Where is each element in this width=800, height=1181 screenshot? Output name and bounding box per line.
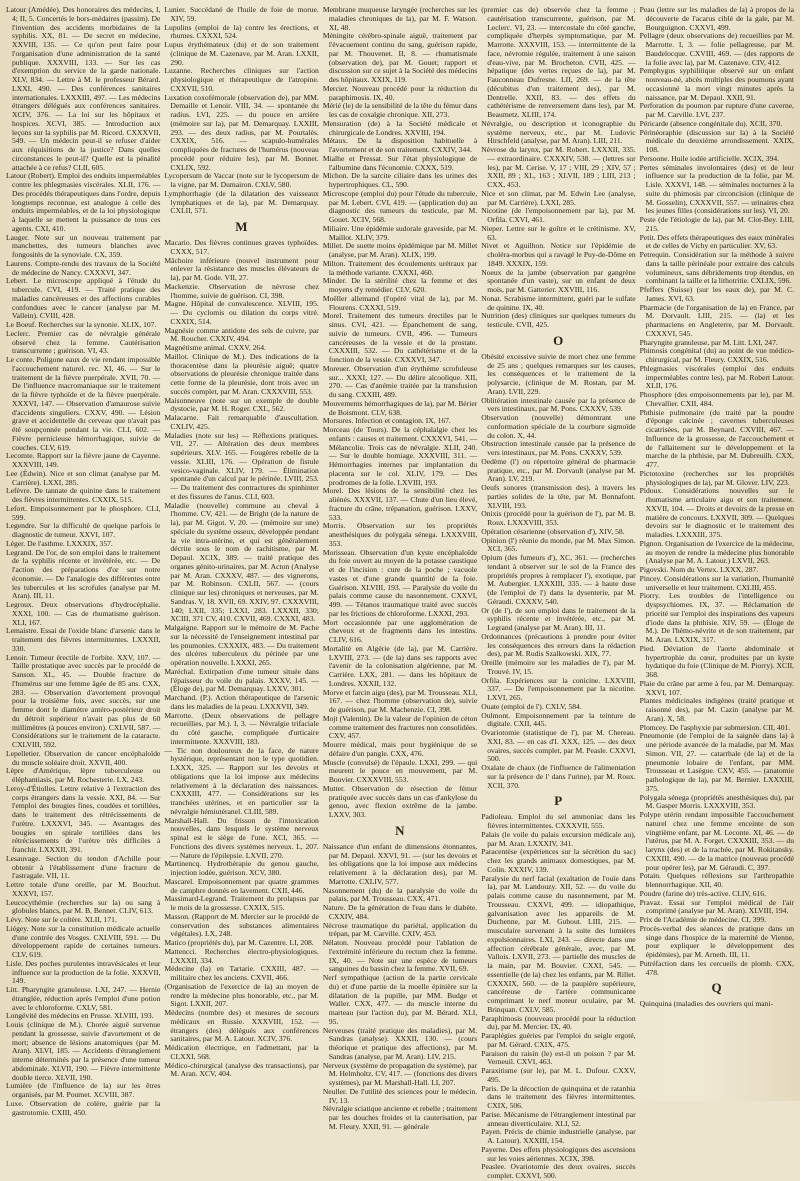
index-entry: Louis (clinique de M.). Chorée aiguë survenue pendant la grossesse, suivie d'avortement et de mort; absence de lésions anatomiques (par M. Aran). XLVI, 185. — Accidents d'étranglement interne déterminés par la présence d'une tumeur abdominale. XLVII, 190. — Fièvre intermittente double tierce. XLVII, 190. xyxy=(6,1020,161,1082)
index-entry: Pharmacie (de l'organisation de la) en France, par M. Dorvault. LIII, 215. — (la) et les pharmaciens en Angleterre, par M. Dorvault. CXXXVI, 545. xyxy=(639,302,795,338)
index-entry: Magne. Hôpital de convalescence. XLVIII, 195. — Du cyclomis ou dilation du corps vitré. CXXIX, 514. xyxy=(164,299,319,326)
index-entry: Léger. De l'asthme. LXXXIX, 357. xyxy=(6,538,113,548)
index-entry: Millet. De suette moins épidémique par M. Millet (analyse, par M. Aran). XLIX, 199. xyxy=(322,241,478,259)
index-entry: Paralysie du nerf facial (exaltation de l'ouïe dans la), par M. Landouzy. XII, 52. — du voile du palais comme cause du nasonnement, par M. Trousseau. CXXVI, 499. — idiopathique, galvanisation avec les appareils de M. Duchenne, par M. Gubout. LIII, 215. — musculaire survenant à la suite des lumières expulsionnaires. LXI, 243. — directe dans une affection cérébrale générale, avec, par M. Vallois. LXVII, 273. — partielle des muscles de la main, par M. Bouvier. CXXI, 545. — essentielle (de la) chez les enfants, par M. Rillet. CXXXIX, 560. — de la paupière supérieure, cancéreuse de l'artère communicante comprimant le nerf moteur oculaire, par M. Brinquan. CXLV, 585. xyxy=(481,873,636,1014)
index-entry: Potain. Quelques réflexions sur l'arthropathie blennorrhagique. XII, 40. xyxy=(639,871,795,889)
index-entry: Le conte. Poligone eaux de vie rendant impossible l'accouchement naturel. rec. XI, 46. — Sur le traitement de la fièvre puerpérale. XVII, 70. — De l'influence macromaniaque sur le traitement de la fièvre typhoïde et de la fièvre puerpérale. XXXVI, 147. — Observation d'amaurose suivie d'accidents singuliers. CXXV, 490. — Lésion grave et accidentelle du cerveau que n'avait pas été soupçonnée pendant la vie. CLI, 602. — Fièvre pernicieuse hémorrhagique, suivie de couches. CLV, 619. xyxy=(6,355,161,452)
section-letter-heading: Q xyxy=(711,980,723,996)
index-entry: Phimosis congénital (du) au point de vue médico-chirurgical, par M. Fleury. CXXIX, 516. xyxy=(639,346,795,364)
index-entry: Litt. Pharyngite granuleuse. LXI, 247. — Hernie étranglée, réduction après l'emploi d'une potion avec le chloroforme. CXLV, 581. xyxy=(6,985,161,1012)
index-entry: Persoone. Huile iodée artificielle. XCIX, 394. xyxy=(639,153,780,163)
index-entry: Lycopersum de Vaccar (note sur le lycopersum de la vigne, par M. Dumairon. CXLV, 580. xyxy=(164,171,319,189)
index-entry: Mattencci. Recherches électro-physiologiques. LXXXII, 334. xyxy=(164,946,319,965)
index-entry: Opium (des fumeurs d'), XC, 361. — (recherches tendant à observer sur le sol de la France des propriétés propres à remplacer l'), exotique, par M. Aubergier. LXXXIII, 335. — à haute dose (de l'emploi de l') dans la dysenterie, par M. Géraudi. CXXXV, 540. xyxy=(481,553,636,606)
section-letter-heading: M xyxy=(235,219,248,234)
index-entry: Pemphygus syphilitique observé sur un enfant nouveau-né, abcès multiples des poumons ayant occasionné la mort vingt minutes après la naissance, par M. Depaul. XXII, 91. xyxy=(639,66,795,102)
section-letter-heading: O xyxy=(553,332,564,348)
index-entry: Lemaistre. Essai de l'oxide blanc d'arsenic dans le traitement des fièvres intermittentes. LXXXII, 330. xyxy=(6,626,161,653)
column-3 xyxy=(322,5,478,1131)
index-entry: Mojt (Valentin). De la valeur de l'opinion de céton comme traitement des fractures non consolidées. CXV, 457. xyxy=(322,713,478,741)
index-entry: Paris. De la décoction de quinquina et de ratanhia dans le traitement des fièvres intermittentes. CXIX, 506. xyxy=(481,1083,636,1110)
column-2 xyxy=(164,6,318,1101)
index-entry: Médecine (la) en Tartarie. CXXIII, 487. — militaire chez les anciens. CXVII, 466. xyxy=(164,964,319,982)
index-entry: Névralgie, ou description et iconographie du système nerveux, etc., par M. Ludovic Hirschfeld (analyse, par M. Aran). LIII, 211. xyxy=(481,118,636,146)
index-entry: Plantes médicinales indigènes (traité pratique et raisonné des), par M. Cazin (analyse par M. Aran). X, 58. xyxy=(639,696,795,723)
index-entry: Marchand. (P.). Action thérapeutique de l'arsenic dans les maladies de la peau. LXXXVII, 349. xyxy=(164,693,319,711)
index-entry: Oeufs sonores (transmission des), à travers les parties solides de la tête, par M. Bonnafont. XLVIII, 193. xyxy=(481,483,636,510)
index-entry: Luxe. Observation de colère, guérie par la gastrotomie. CXIII, 450. xyxy=(6,1098,161,1117)
index-entry: Latour (Amédée). Des honoraires des médecins, I, 4; II, 5. Concertés le hors-médaires (passim). De l'invention des accidents morbidaires de la syphilis. XX, 81. — De secret en médecine, XXVIII, 135. — Ce qu'on peut faire pour l'organisation d'une administration de la santé publique. XXXVIII, 133. — Sur les cas d'exemption du service de la garde nationale. XLV, 834. — Lettre à M. le professeur Bérard. LXXI, 490. — Des conférences sanitaires internationales. LXXXIII, 497. — Les médecins étrangers délégués aux conférences sanitaires. XCIV, 376. — La loi sur les hôpitaux et hospices. XCVI, 385. — Introduction aux leçons sur la syphilis par M. Ricord. CXXXVII, 549. — Un médecin peut-il se refuser d'aider aux réquisitions de la justice? Dans quelles circonstances le peut-il? Quelle est la pénalité attachée à ce refus? CLII, 605. xyxy=(6,5,161,172)
index-entry: Lisle. Des poches purulentes intravésicales et leur influence sur la production de la folie. XXXVII, 149. xyxy=(6,958,161,986)
index-entry: Poudre (farine de) très-active. CLIV, 616. xyxy=(639,888,767,898)
index-entry: Nerveuses (traité pratique des maladies), par M. Sandras (analyse). XXXII, 130. — (cours théorique et pratique des affections), par M. Sandras (analyse, par M. Aran). LIV, 215. xyxy=(322,1025,478,1061)
index-entry: Luxation coxofémorale (observation de), par MM. Demaille et Lenoir. VIII, 34. — spontanée du radius. LVI, 225. — du pouce en arrière (mémoire sur la), par M. Demarquay. LXXIII, 293. — des deux radius, par M. Pourtalès. CXXIX, 516. — scapulo-humérales compliquées de fractures de l'humérus (nouveau procédé pour réduire les), par M. Bonnet. CXLIX, 592. xyxy=(164,92,319,172)
section-letter-heading: P xyxy=(554,793,563,809)
index-entry: Métaux. De la disposition habituelle à l'avortement et de son traitement. CXXIV, 344. xyxy=(322,136,478,154)
index-entry: Leucocythémie (recherches sur la) ou sang à globules blancs, par M. B. Bennet. CLIV, 613. xyxy=(6,897,161,916)
index-entry: Pfeffers (Suisse) (sur les eaux de), par M. C. James. XVI, 63. xyxy=(639,285,795,303)
index-entry: Magnésie comme antidote des sels de cuivre, par M. Roucher. CXXIV, 494. xyxy=(164,325,319,344)
index-entry: Legroux. Deux observations d'hydrocéphalie. XXXI, 100. — Cas de rhumatisme guérison. XLI, 167. xyxy=(6,600,161,627)
index-entry: Lévy. Note sur le coltère. XLII, 171. xyxy=(6,915,117,924)
index-entry: Lepelletier. Observation de cancer encéphaloïde du muscle soléaire droit. XXVII, 400. xyxy=(6,748,161,767)
index-entry: Polype utérin rendant impossible l'accouchement naturel chez une femme enceinte de son vingtième enfant, par M. Leconte. XI, 46. — de l'utérus, par M. A. Forget. CXXXIII, 353. — du larynx (des) et de la trachée, par M. Rokitansky. CXXIII, 490. — de la matrice (nouveau procédé pour opérer les), par M. Géraudi. C, 397. xyxy=(639,810,795,872)
index-entry: Nerveux (système de propagation du système), par M. Helmholtz. CV, 417. — (fonctions des divers systèmes), par M. Marshall-Hall. LI, 207. xyxy=(322,1060,478,1087)
index-entry: Piorry. Les troubles de l'intelligence ou dyspsychiomes. IX, 37. — Réclamation de priorité sur l'emploi des inspirations des vapeurs d'iode dans la phthisie. XIV, 59. — (Éloge de M.). De l'hémo-névrite et de son traitement, par M. Aran. LXXIX, 317. xyxy=(639,591,795,644)
index-entry: Mérié (le) de la sensibilité de la tête du fémur dans les cas de coxalgie chronique. XII, 273. xyxy=(322,101,478,119)
index-entry: Ordonnances (précautions à prendre pour éviter les conséquences des erreurs dans la rédaction des), par M. Rudis Szalkowski. XIX, 77. xyxy=(481,631,636,659)
index-entry: Onixis (procédé pour la guérison de l'), par M. B. Roux. LXXXVIII, 353. xyxy=(481,509,636,527)
section-letter-heading: N xyxy=(395,822,405,838)
index-entry: Nicotine (de l'empoisonnement par la), par M. Orfila. CXVI, 461. xyxy=(481,206,636,224)
index-entry: Malgaigne. Rapport sur le mémoire de M. Pache sur la nécessité de l'enseignement intestinal par les pnumonies. CXXXIX, 483. — Du traitement des ulcères tuberculeux du périnée par une opération nouvelle. LXXXI, 265. xyxy=(164,623,319,667)
index-entry: Pneumonie (de l'emploi de la saignée dans la) à une période avancée de la maladie, par M. Max Simon. VII, 27. — catarrhale (de la) et de la pneumonie lobaire de l'enfant, par MM. Trousseau et Lasègue. CXV, 455. — (anatomie pathologique de la), par M. Bernier. LXXXIII, 375. xyxy=(639,731,795,793)
index-entry: Laurens. Compte-rendu des travaux de la Société de médecine de Nancy. CXXXVI, 347. xyxy=(6,258,161,277)
index-entry: Petrequin. Considération sur la méthode à suivre dans la taille périnéale pour extraire des calculs volumineux, sans débridements trop étendus, en combinant la taille et la lithotritie. CXLIX, 596. xyxy=(639,250,795,286)
index-entry: Morve et farcin aigu (des), par M. Trousseau. XLI, 167. — chez l'homme (observation de), suivie de guérison, par M. Machenzie. CI, 398. xyxy=(322,687,478,714)
index-entry: Muscle (convulsé) de l'épaule. LXXI, 299. — qui meurent le pouce en mouvement, par M. Bouvier. CXXXVIII, 553. xyxy=(322,757,478,784)
index-entry: Minder. De la stérilité chez la femme et des moyens d'y remédier. CLV, 620. xyxy=(322,276,478,294)
index-entry: Legrand. De l'or, de son emploi dans le traitement de la syphilis récente et invétérée, etc. — De l'action des préparations d'or sur notre économie. — De l'analogie des différentes entre les tubercules et les scrofules (analyse par M. Aran). III, 11. xyxy=(6,547,161,601)
index-entry: Morel. Traitement des tumeurs érectiles par le sinus. CVI, 421. — Épanchement de sang, suivie de tumeurs. CVII, 496. — Tumeurs cancéreuses de la vessie et de la prostate. CXXXIII, 532. — Du cathétérisme et de la fonction de la vessie. CXXXVI, 347. xyxy=(322,311,478,364)
index-entry: Parise. Mécanisme de l'étranglement intestinal par anneau diverticulaire. XLI, 52. xyxy=(481,1109,636,1128)
index-entry: Mascarel. Empoisonnement par quatre grammes de camphre donnés en lavement. CXII, 446. xyxy=(164,876,319,895)
index-entry: Pictotoxine (recherches sur les propriétés physiologiques de la), par M. Glover. LIV, 223. xyxy=(639,468,795,487)
index-entry: Nature. De la génération de l'eau dans le diabète. CXXIV, 484. xyxy=(322,903,478,921)
index-entry: Naissance d'un enfant de dimensions étonnantes, par M. Depaul. XXVI, 91. — (sur les devoirs et les obligations que la loi impose aux médecins relativement à la déclaration des), par M. Marrotte. CXLIV, 577. xyxy=(322,841,478,886)
index-entry: Microscope (emploi du) pour l'étude du tubercule, par M. Lebert. CVI, 419. — (application du) au diagnostic des tumeurs du testicule, par M. Gouet. XCIV, 568. xyxy=(322,188,478,224)
index-entry: Mort occasionnée par une agglomération de cheveux et de fragments dans les intestins. CLIV, 616. xyxy=(322,617,478,644)
index-entry: Liégey. Note sur la constitution médicale actuelle d'une contrée des Vosges. CXLVIII, 591. — Du développement rapide de certaines tumeurs. CLV, 619. xyxy=(6,923,161,959)
index-entry: Lenoir. Tumeur érectile de l'orbite. XXV, 107. — Taille prostatique avec succès par le procédé de Sanson. XL, 45. — Double fracture de l'humérus sur une femme âgée de 85 ans. CXX, 283. — Observation d'avortement provoqué pour la troisième fois, avec succès, sur une femme dont le diamètre antéro-postérieur droit du détroit supérieur n'avait pas plus de 60 millimètres (à pouces environ). CXLVII, 587. — Considérations sur le traitement de la cataracte. CXLVIII, 592. xyxy=(6,652,161,749)
index-entry: Lettre totale d'une oreille, par M. Bouchut. XXXVI, 157. xyxy=(6,880,161,898)
index-entry: Mackenzie. Observation de névrose chez l'homme, suivie de guérison. CI, 398. xyxy=(164,281,319,300)
index-entry: Observation (nouvelle) démontrant une conformation spéciale de la courbure sigmoïde du colon. X, 44. xyxy=(481,413,636,440)
index-entry: Michon. De la sarcite ciliaire dans les urines des hypertrophiques. CL, 590. xyxy=(322,171,478,189)
index-entry: Nonat. Scrabisme intermittent, guéri par le sulfate de quinine. IX, 40. xyxy=(481,293,636,312)
index-entry: Peaslee. Ovariotomie des deux ovaires, succès complet. CXXVI, 500. xyxy=(481,1162,636,1180)
index-entry: Martinencq. Hydrothérapie du genou gauche, injection iodée, guérison. XCV, 380. xyxy=(164,859,319,877)
index-entry: Le Boeuf. Recherches sur la synonie. XLIX, 107. xyxy=(6,320,157,329)
index-entry: Peste (de l'étiologie de la), par M. Clot-Bey. LIII, 215. xyxy=(639,215,795,233)
index-entry: Perforation du poumon par rupture d'une caverne, par M. Carville. LVI, 237. xyxy=(639,101,795,119)
index-entry: Peau (lettre sur les maladies de la) à propos de la découverte de l'acarus ciblé de la gale, par M. Bourguignon. CXXVI, 499. xyxy=(639,5,795,32)
column-5 xyxy=(640,6,794,1101)
index-entry: Maladie (nouvelle) commune au cheval à l'homme. CV, 421. — de Bright (de la nature de la), par M. Gigot. V, 20. — (mémoire sur une) spéciale du système osseux, développée pendant la vie intra-utérine, et qui est généralement décrite sous le nom de rachitisme, par M. Depaul. XCIX, 389. — traité pratique des organes génito-urinaires, par M. Acton (Analyse par M. Aran. CXXXV, 487. — des vignerons, par M. Robinson. CXLII, 567. — (cours clinique sur les) chroniques et nerveuses, par M. Sandras. V, 18. XVII, 69. XXIV, 97. CXXXVIII, 140; LXII, 335; LXXI, 283. LXXXII, 330; XCIII, 371 CV, 410. CXVII, 469. CXXXI, 483. xyxy=(164,500,319,624)
index-entry: Legendre. Sur la difficulté de quelque parfois le diagnostic de tumeur. XXVI, 107. xyxy=(6,521,161,539)
index-entry: Petit. Des effets thérapeutiques des eaux minérales et de celles de Vichy en particulier. XV, 63. xyxy=(639,232,795,251)
index-entry: Paraison du raisin (le) est-il un poison ? par M. Verneuil. CXVI, 463. xyxy=(481,1048,636,1067)
index-entry: Mensuration (de) à la Société médicale et chirurgicale de Londres. XXVIII, 194. xyxy=(322,118,478,137)
index-entry: Quinquina (maladies des ouvriers qui mani- xyxy=(639,999,774,1009)
index-entry: Procès-verbal des séances de pratique dans un singe dans l'hospice de la maternité de Vienne, pour expliquer le développement des épidémies), par M. Arneth. III, 11. xyxy=(639,923,795,959)
index-entry: Nerf sympathique (action de la partie cervicale du) et d'une partie de la moelle épinière sur la dilatation de la pupille, par MM. Budge et Waller. CXX, 477. — du muscle interne du marteau (sur l'action du), par M. Bérard. XLI, 95. xyxy=(322,973,478,1026)
index-entry: Morceau (de Tours). De la céphalalgie chez les enfants : causes et traitement. CXXXVI, 541. — Mélancolie. Trois cas de névralgie. XLII, 240. — Sur le double bomiage. XXXVIII, 311. — Hémorrhagies internes par implantation du placenta sur le col. XLIV, 179. — Des prodromes de la folie. LXVIII, 193. xyxy=(322,425,478,487)
index-entry: Lunier. Succédané de l'huile de foie de morue. XIV, 59. xyxy=(164,5,319,23)
index-entry: Périnéoraphie (discussion sur la) à la Société médicale du deuxième arrondissement. XXIX, 108. xyxy=(639,127,795,154)
index-entry: Oulmont. Empoisonnement par la teinture de digitale. CXII, 445. xyxy=(481,710,636,729)
index-entry: Mâchoire inférieure (nouvel instrument pour enlever la résistance des muscles élévateurs de la), par M. Gode. VII, 27. xyxy=(164,255,319,282)
index-entry: Neuller. De l'utilité des sciences pour le médecin. IV, 13. xyxy=(322,1086,478,1105)
index-entry: Névrose du larynx, par M. Robert. LXXXII, 335. — extraordinaire. CXXXIV, 538. — (lettres sur les), par M. Cerise. V, 17 ; VIII, 29 ; XIV, 57 ; XXII, 89 ; XL, 163 ; XLVII, 189 ; LIII, 213 ; CXX, 453. xyxy=(481,145,636,189)
index-entry: Plomcey. De l'asphyxie par submersion. CII, 401. xyxy=(639,722,791,732)
index-entry: Oedème (l') ou répertoire général de pharmacie pratique, etc., par M. Dorvault (analyse par M. Aran). LV, 219. xyxy=(481,456,636,484)
index-entry: Lupulins (emploi de la) contre les érections, et rhumes. CXXXI, 524. xyxy=(164,22,319,41)
index-entry: Mourre médical, mais pour hygiénique de se défaire d'un pangle. CXX, 476. xyxy=(322,740,478,758)
index-entry: Lupus érythémateux (du) et de son traitement (clinique de M. Cazenave, par M. Aran. LXXII, 290. xyxy=(164,40,319,67)
index-entry: Marshall-Hall. Du frisson de l'intoxication nouvelles, dans lesquels le système nerveux spinal est le siège de l'une. XCI, 365. — Fonctions des divers systèmes nerveux. L, 207. — Nature de l'épilepsie. LXVII, 270. xyxy=(164,815,319,860)
index-entry: Opération césarienne (observation d'), XIV, 58. xyxy=(481,526,625,536)
index-entry: Paraphimosis (nouveau procédé pour la réduction du), par M. Mercier. IX, 40. xyxy=(481,1013,636,1032)
index-entry: Phlegmasies viscérales (emploi des enduits imperméables contre les), par M. Robert Latour. XLII, 176. xyxy=(639,363,795,391)
index-entry: Longévité des médecins en Prusse. XLVIII, 193. xyxy=(6,1011,154,1021)
index-entry: Méningite cérébro-spinale aiguë, traitement par l'évacuement continu du sang, guérison rapide, par M. Thouvenet. II, 8. — rhumatismale (observation de), par M. Gouet; rapport et discussion sur ce sujet à la Société des médecins des hôpitaux. XXIX, 119. xyxy=(322,31,478,84)
index-entry: Nasonnement (du) de la paralysie du voile du palais, par M. Trousseau. CXX, 471. xyxy=(322,885,478,904)
index-entry: Morisseau. Observation d'un kyste encéphaloïde du foie ouvert au moyen de la potasse caustique et de l'incision : cure de la poche ; vacuole vastes et d'une grande quantité de la foie. Guérison. XLVIII, 193. — Paralysie du voile du palais comme cause du nasonnement. CXXVI, 499. — Tétanos traumatique traité avec succès par les frictions de chloroforme. LXXXI, 293. xyxy=(322,547,478,618)
index-entry: Oblitération intestinale causée par la présence de vers intestinaux, par M. Pons. CXXXV, 539. xyxy=(481,395,636,414)
index-entry: Mercier. Nouveau procédé pour la réduction du paraphimosis. IX, 40. xyxy=(322,83,478,102)
index-entry: Ouate (emploi de l'). CXLV, 584. xyxy=(481,701,582,711)
index-entry: Phthisie pulmonaire (du traité par la poudre d'éponge calcinée ; cavernes tuberculeuses cicatrisées, par M. Beynard. CXVIII, 467. — Influence de la grossesse, de l'accouchement et de l'allaitement sur le développement et la marche de la phthisie, par M. Dubreuilh. CXX, 477. xyxy=(639,407,795,469)
index-entry: Morsures. Infection et contagion. IX, 167. xyxy=(322,416,451,426)
index-entry: Pied. Déviation de l'aorte abdominale et hypertrophie du cœur, produites par un kyste hydatique du foie (Clinique de M. Piorry). XCII, 368. xyxy=(639,643,795,679)
index-entry: Payerne. Des effets physiologiques des ascensions sur les voies aériennes. XCIX, 398. xyxy=(481,1144,636,1163)
index-entry: Latour (Robert). Emploi des enduits imperméables contre les phlegmasies viscérales. XLII, 176. — Des procédés thérapeutiques dans l'ordre, depuis longtemps reconnue, est analogue à celle des enduits imperméables, et de la loi physiologique à laquelle se mettent la puissance de tous ces agents. CXI, 410. xyxy=(6,171,161,233)
index-entry: Leclerc. Premier cas de névralgie générale observé chez la femme. Cautérisation transcurrente ; guérison. VI, 43. xyxy=(6,328,161,356)
index-entry: Paraxitisme (sur le), par M. L. Dufour. CXXV, 495. xyxy=(481,1066,636,1084)
index-entry: Nécrose traumatique du pariétal, application du trépan, par M. Carville. CXIV, 453. xyxy=(322,920,478,939)
index-entry: Milton. Traitement des écoulements urétraux par la méthode variante. CXXXI, 460. xyxy=(322,258,478,277)
index-entry: Lèpre d'Amérique, lèpre tuberculeuse ou éléphantiasis, par M. Rochesterie. LX, 243. xyxy=(6,766,161,784)
index-entry: Pellagre (deux observations de) recueillies par M. Marrotte. I, 3. — folie pellagreuse, par M. Baudelocque. CXVIII, 469. — (des rapports de la folie avec la), par M. Cazenave. CIV, 412. xyxy=(639,31,795,67)
index-entry: Or (de l'), de son emploi dans le traitement de la syphilis récente et invétérée, etc., par M. Legrand (analyse par M. Aran). III, 11. xyxy=(481,605,636,632)
index-entry: Maisonneuve (note sur un exemple de double dystocie, par M. H. Roger. CXL, 562. xyxy=(164,395,319,414)
column-1 xyxy=(6,5,161,1117)
index-entry: Morel. Des lésions de la sensibilité chez les aliénés. XXXVII, 137. — Chute d'un lieu élevé, fracture du crâne, trépanation, guérison. LXXV, 533. xyxy=(322,486,478,522)
index-entry: Médecins (nombre des) et mesures de secours médicaux en Russie. XXXVIII, 152. — étrangers (des) délégués aux conférences sanitaires, par M. A. Latour. XCIV, 376. xyxy=(164,1008,319,1044)
index-entry: Paracentèse (expériences sur la sécrétion du sac) chez les grands animaux domestiques, par M. Colin. XXXIV, 139. xyxy=(481,847,636,874)
index-entry: Lebert. Le microscope appliqué à l'étude du tubercule. CVI, 419. — Traité pratique des maladies cancéreuses et des affections curables confondues avec le cancer (analyse par M. Vallein). CVIII, 428. xyxy=(6,276,161,321)
index-entry: Pravaz. Essai sur l'emploi médical de l'air comprimé (analyse par M. Aran). XLVIII, 194. xyxy=(639,897,795,916)
index-entry: Phosphore (des empoisonnements par le), par M. Chevallier. CXII, 484. xyxy=(639,390,795,408)
index-entry: Moëller allemand (l'opéré vital de la), par M. Flourens. CXXXI, 519. xyxy=(322,293,478,312)
index-entry: — Tic non douloureux de la face, de nature hystérique, représentant non le type quotidien. LXXX, 325. — Rapport sur les devoirs et obligations que la loi impose aux médecins relativement à la déclaration des naissances. CXXXIII, 477. — Considérations sur les tranchées utérines, et en particulier sur la névralgie hémiutéranel. CLIII, 589. xyxy=(164,745,319,816)
index-entry: Médico-chirurgical (analyse des transactions), par M. Aran. XCV, 404. xyxy=(164,1060,319,1079)
index-entry: Péricarde (absence congénitale du). XCII, 370. xyxy=(639,118,783,128)
index-entry: Nélaton. Nouveau procédé pour l'ablation de l'extrémité inférieure du rectum chez la femme. IX, 40. — Note sur une espèce de tumeurs sanguines du bassin chez la femme. XVII, 69. xyxy=(322,938,478,974)
index-entry: Moreuer. Observation d'un érythème scrofuleuse sur... XXXI, 127. — Du délire alcoolique. XII, 270. — Cas d'anémie traitée par la transfusion du sang. CXXIII, 489. xyxy=(322,363,478,399)
index-entry: Nieper. Lettre sur le goître et le crétinisme. XV, 63. xyxy=(481,223,636,242)
index-entry: Lymphorrhagie (de la dilatation des vaisseaux lymphatiques et de la), par M. Demarquay. CXLII, 571. xyxy=(164,188,319,216)
index-entry: Lee (Édwin). Nice et son climat (analyse par M. Carrière). LXXI, 285. xyxy=(6,468,161,487)
index-entry: Pidoux. Considérations nouvelles sur le rhumatisme articulaire aigu et son traitement. XXVII, 104. — Droits et devoirs de la presse en matière de concours. LXXVII, 309. — Quelques devoirs sur le diagnostic et le traitement des maladies. LXXXIII, 375. xyxy=(639,486,795,539)
index-entry: Membrane muqueuse laryngée (recherches sur les maladies chroniques de la), par M. F. Watson. XI, 48. xyxy=(322,5,478,32)
index-entry: Pignon. Organisation de l'exercice de la médecine, au moyen de rendre la médecine plus honorable (Analyse par M. A. Latour.) LXVII, 263. xyxy=(639,538,795,566)
index-entry: Névralgie sciatique ancienne et rebelle ; traitement par les douches froides et la cauterisation, par M. Fleury. XXII, 91. — générale xyxy=(322,1104,478,1131)
index-columns xyxy=(6,5,795,1180)
index-entry: Médication électrique, en l'admettant, par la CLXXI, 568. xyxy=(164,1043,319,1061)
index-entry: Lefort. Empoisonnement par le phosphore. CLI, 599. xyxy=(6,503,161,522)
index-entry: (premier cas de) observée chez la femme ; cautérisation transcurrente, guérison, par M. Leclerc. VI, 23. — intercostale du côté gauche, compliquée d'herpès symptomatique, par M. Marrotte. XXXVIII, 153. — intermittente de la face, névromie régulée, traitement à une saison d'eau-vive, par M. Brocheton. CVII, 425. — hépatique (des vertes reçues de la), par M. Fauconneau Dufresne. LII, 269. — de la tête (décubitus d'un traitement des), par M. Dentrelle. XXII, 83. — des effets du cathétérisme de renversement dans les), par M. Beaumetz. XLIII, 174. xyxy=(481,5,636,119)
index-entry: Palais (le voile du palais excursion médicale au), par M. Aran. LXXXIV, 341. xyxy=(481,829,636,848)
index-entry: Nutrition (des) cliniques sur quelques tumeurs du testicule. CVII, 425. xyxy=(481,311,636,329)
index-entry: Matico (propriétés du), par M. Cazentre. LI, 208. xyxy=(164,938,314,947)
index-entry: Massimard-Legrand. Traitement du prolapsus par le mois de la grossesse. CXXIX, 515. xyxy=(164,894,319,912)
index-entry: Orfila. Expériences sur la conicine. LXXVIII, 337. — De l'empoisonnement par la nicotine. LXVI, 265. xyxy=(481,675,636,702)
index-entry: Lesauvage. Section du tendon d'Achille pour obtenir à l'établissement d'une fracture de l'astragale. VII, 11. xyxy=(6,853,161,881)
index-entry: Obstruction intestinale causée par la présence de vers intestinaux, par M. Pons. CXXXV, 539. xyxy=(481,439,636,457)
index-entry: (Organisation de l'exercice de la) au moyen de rendre la médecine plus honorable, etc., par M. Sigot. LXXII, 207. xyxy=(164,981,319,1009)
index-entry: Maréchal. Extirpation d'une tumeur située dans l'épaisseur du voile du palais. XXXV, 145. — (Éloge de), par M. Demarquay. LXXV, 301. xyxy=(164,666,319,694)
index-entry: Putréfaction dans les cercueils de plomb. CXX, 478. xyxy=(639,958,795,977)
index-entry: Mortalité en Algérie (de la), par M. Carrière. LXVIII, 273. — (de la) dans ses rapports avec l'avenir de la colonisation algérienne, par M. Carrière. LXX, 281. — dans les hôpitaux de Londres. XXXII, 132. xyxy=(322,643,478,688)
index-entry: Obésité excessive suivie de mort chez une femme de 25 ans ; quelques remarques sur les causes, les conséquences et le traitement de la polysarcie, (clinique de M. Rostan, par M. Aran). LVII, 229. xyxy=(481,351,636,396)
index-entry: Lefèvre. De tannate de quinine dans le traitement des fièvres intermittentes. CXXIX, 515. xyxy=(6,486,161,504)
index-entry: Prix de l'Académie de médecine. CI, 399. xyxy=(639,915,767,924)
index-entry: Pigovski. Nom du Vertex. LXXX, 287. xyxy=(639,565,759,574)
index-entry: Payen. Précis de chimie industrielle (analyse, par A. Latour). XXXIII, 154. xyxy=(481,1127,636,1145)
index-entry: Maladies (note sur les) — Réflexions pratiques. VII, 27. — Altération des deux membres supérieurs. XLV. 165. — Fougères rebelle de la vessie. XLIII, 176. — Opération de fistule vesico-vaginale. XLIV, 179. — Élimination spontanée d'un calcul par le périnée. LVIII, 253. — Du traitement des contractures du spinhinter et des fissures de l'anus. CLI, 603. xyxy=(164,430,319,501)
index-entry: Morris. Observation sur les propriétés anesthésiques du polygala sénega. LXXXVIII, 353. xyxy=(322,521,478,548)
index-entry: Mutter. Observation de résection de fémur pratiquée avec succès dans un cas d'ankylose du genou, avec flexion extrême de la jambe. LXXV, 303. xyxy=(322,783,478,819)
index-entry: Leroy-d'Étiolles. Lettre relative à l'extraction des corps étrangers dans la vessie. XXI, 84. — Sur l'emploi des bougies fines, coudées et tortillées, dans le traitement des rétrécissements de l'urètre. LXXXVI, 345. — Avantages des bougies en spirale tortillées dans les rétrécissements de l'urètre très difficiles à franchir. LXXXII, 391. xyxy=(6,783,161,854)
index-entry: Mouvements hémorrhagiques de la), par M. Bérier de Boismont. CLV, 638. xyxy=(322,398,478,417)
index-entry: Noeux de la jambe (observation par gangrène spontanée d'un vaste), sur un enfant de deux mois, par M. Gatterier. XXVIII, 116. xyxy=(481,267,636,294)
index-entry: Nice et son climat, par M. Edwin Lee (analyse, par M. Carrière). LXXI, 285. xyxy=(481,188,636,207)
index-entry: Nivet et Aguilhon. Notice sur l'épidémie de choléra-morbus qui a ravagé le Puy-de-Dôme en 1849. XXXIX, 159. xyxy=(481,241,636,268)
index-entry: Opinion (l') réunie du monde, par M. Max Simon. XCI, 365. xyxy=(481,535,636,554)
index-entry: Macario. Des fièvres continues graves typhoïdes. CXXX, 517. xyxy=(164,238,319,256)
index-entry: Lumière (de l'influence de la) sur les êtres organisés, par M. Poumet. XCVIII, 387. xyxy=(6,1081,161,1099)
index-entry: Mialhe et Pressat. Sur l'état physiologique de l'albumine dans l'économie. CXXX, 519. xyxy=(322,153,478,172)
index-entry: Paraplégies guéries par l'emploi du seigle ergoté, par M. Gérard. CXIX, 475. xyxy=(481,1031,636,1049)
column-4 xyxy=(481,5,636,1180)
index-entry: Pincey. Considérations sur la variation, l'humanité universelle et leur traitement. CXLIII, 455. xyxy=(639,573,795,592)
index-entry: Plaie du crâne par arme à feu, par M. Demarquay. XXVI, 107. xyxy=(639,678,795,697)
index-entry: Oreille (mémoire sur les maladies de l'), par M. Trouvé. IV, 15. xyxy=(481,658,636,676)
index-entry: Miliaire. Une épidémie sudorale graveside, par M. Maillot. XLIV, 379. xyxy=(322,223,478,242)
index-entry: Lauger. Note sur un nouveau traitement par manchettes, des tumeurs blanches avec fongosités de la synoviale. CX, 359. xyxy=(6,232,161,259)
index-entry: Oxalate de chaux (de l'influence de l'alimentation sur la présence de l' dans l'urine), par M. Roux. XCII, 370. xyxy=(481,763,636,790)
index-entry: Magnétisme animal. CXXV, 264. xyxy=(164,343,266,352)
index-entry: Ovariotomie (statistique de l'), par M. Chereau. XXI, 83. — en cas d'I. XXX, 125. — des deux ovaires, succès complet, par M. Peasle. CXXVI, 500. xyxy=(481,728,636,764)
index-entry: Polygala sénega (propriétés anesthésiques du), par M. Gasper Morris. LXXXVIII, 353. xyxy=(639,792,795,811)
index-entry: Malacarne. Fait remarquable d'auscultation. CXLIV, 425. xyxy=(164,413,319,431)
index-entry: Masson. (Rapport de M. Mercier sur le procédé de conservation des substances alimentaires végétales). LX, 248. xyxy=(164,911,319,939)
index-entry: Padioleau. Emploi du sel ammoniac dans les fièvres intermittentes. CXXXVII, 555. xyxy=(481,812,636,830)
index-entry: Pharyngite granuleuse, par M. Litt. LXI, 247. xyxy=(639,337,778,347)
index-entry: Pertes séminales involontaires (des) et de leur influence sur la production de la folie, par M. Lisle. XXXVI, 148. — séminales nocturnes à la suite du phimosis par circoncision (clinique de M. Gosselin), CXXXVII, 557. — urinaires chez les jeunes filles (considérations sur les). VI, 20. xyxy=(639,162,795,216)
index-entry: Marrotte. (Deux observations de pellagre recueillies, par M.). I, 3. — Névralgie trifaciale du côté gauche, compliquée d'urticaire intermittente. XXXVIII, 183. xyxy=(164,710,319,746)
index-entry: Luzanne. Recherches cliniques sur l'action physiologique et thérapeutique de l'atropine. CXXVII, 510. xyxy=(164,66,319,93)
index-entry: Lecomte. Rapport sur la fièvre jaune de Cayenne. XXXVIII, 149. xyxy=(6,451,161,469)
index-entry: Maillot. Clinique de M.). Des indications de la thoracentèse dans la pleurésie aiguë; quatre observations de pleurésie chronique traitée dans cette forme de la pleurésie, dont trois avec un succès complet, par M. Aran. CXXXVIII, 553. xyxy=(164,351,319,396)
